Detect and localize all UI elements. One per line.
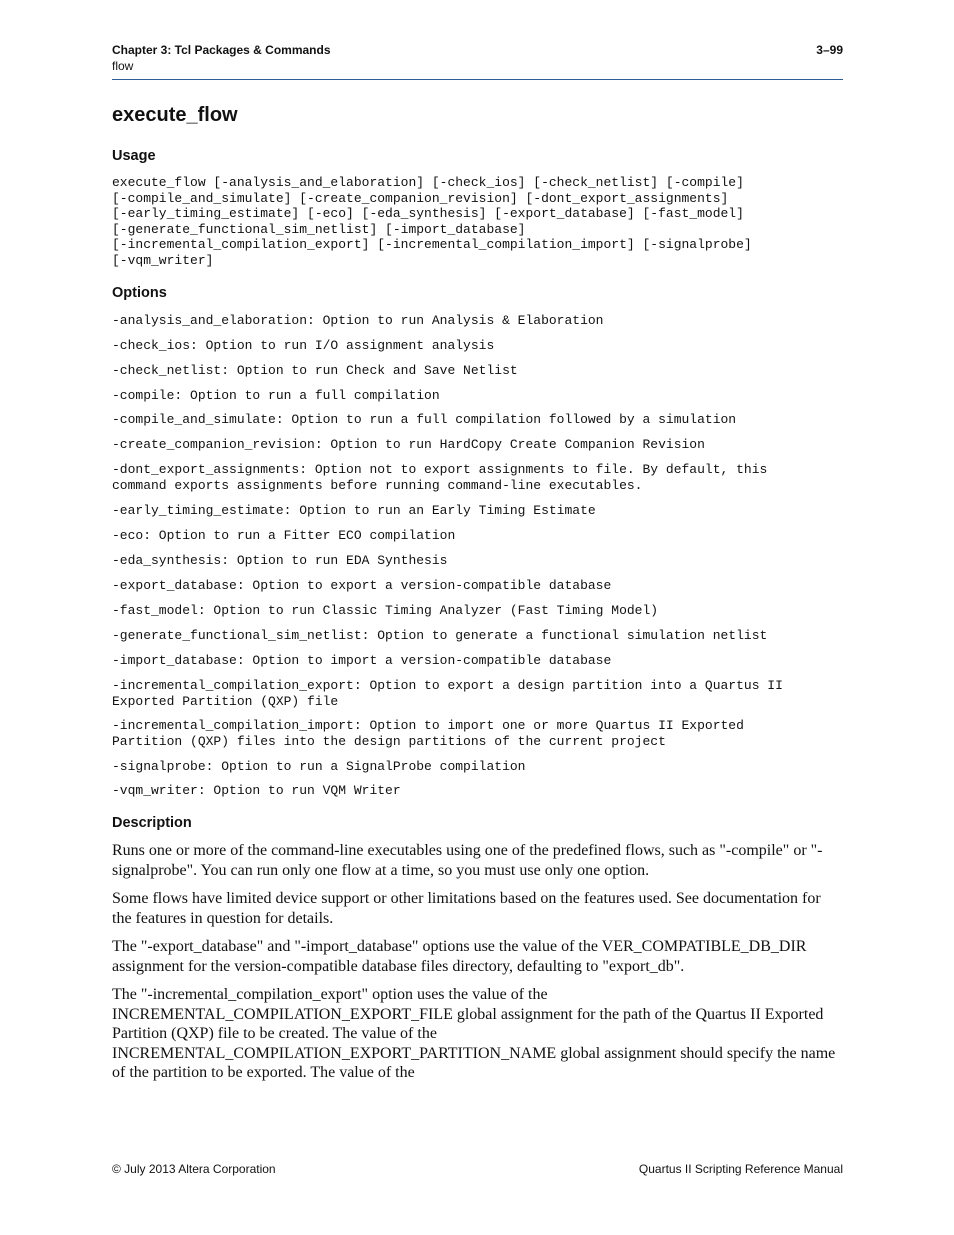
option-item: -check_netlist: Option to run Check and Save Netlist: [112, 363, 518, 378]
options-heading: Options: [112, 285, 167, 301]
option-item: -analysis_and_elaboration: Option to run Analysis & Elaboration: [112, 313, 604, 328]
footer-copyright: © July 2013 Altera Corporation: [112, 1162, 276, 1176]
usage-line: [-incremental_compilation_export] [-incremental_compilation_import] [-signalprobe]: [112, 237, 752, 252]
option-item: -import_database: Option to import a version-compatible database: [112, 653, 612, 668]
option-item: -eco: Option to run a Fitter ECO compilation: [112, 528, 456, 543]
option-item: -incremental_compilation_export: Option to export a design partition into a Quartus II Exported Partition (QXP) file: [112, 678, 783, 709]
option-item: -compile_and_simulate: Option to run a full compilation followed by a simulation: [112, 412, 737, 427]
option-item: -eda_synthesis: Option to run EDA Synthesis: [112, 553, 448, 568]
option-item: -export_database: Option to export a version-compatible database: [112, 578, 612, 593]
command-title: execute_flow: [112, 104, 238, 126]
description-paragraph: The "-incremental_compilation_export" option uses the value of the INCREMENTAL_COMPILATION_EXPORT_FILE global assignment for the path of the Quartus II Exported Partition (QXP) file to be created. The value of the INCREMENTAL_COMPILATION_EXPORT_PARTITION_NAME global assignment should specify the name of the partition to be exported. The value of the: [112, 986, 836, 1081]
usage-block: [112, 175, 843, 268]
usage-line: [-generate_functional_sim_netlist] [-import_database]: [112, 221, 526, 237]
description-paragraph: The "-export_database" and "-import_database" options use the value of the VER_COMPATIBLE_DB_DIR assignment for the version-compatible database files directory, defaulting to "export_db".: [112, 938, 807, 975]
description-paragraph: Some flows have limited device support or other limitations based on the features used. See documentation for the features in question for details.: [112, 890, 821, 927]
option-item: -generate_functional_sim_netlist: Option to generate a functional simulation netlist: [112, 628, 768, 643]
option-item: -dont_export_assignments: Option not to export assignments to file. By default, this command exports assignments before running command-line executables.: [112, 462, 768, 493]
option-item: -fast_model: Option to run Classic Timing Analyzer (Fast Timing Model): [112, 603, 659, 618]
section-name: flow: [112, 59, 134, 73]
running-header: [112, 43, 843, 80]
page-number: 3–99: [816, 43, 843, 57]
option-item: -compile: Option to run a full compilation: [112, 388, 440, 403]
usage-line: [-early_timing_estimate] [-eco] [-eda_synthesis] [-export_database] [-fast_model]: [112, 206, 744, 221]
option-item: -incremental_compilation_import: Option to import one or more Quartus II Exported Partition (QXP) files into the design partitions of the current project: [112, 718, 744, 749]
option-item: -vqm_writer: Option to run VQM Writer: [112, 783, 401, 798]
option-item: -check_ios: Option to run I/O assignment analysis: [112, 338, 495, 353]
usage-line: [-vqm_writer]: [112, 252, 214, 268]
description-heading: Description: [112, 815, 192, 831]
footer-manual-title: Quartus II Scripting Reference Manual: [638, 1162, 843, 1176]
chapter-title: Chapter 3: Tcl Packages & Commands: [112, 43, 331, 57]
option-item: -create_companion_revision: Option to run HardCopy Create Companion Revision: [112, 437, 705, 452]
usage-line: [-compile_and_simulate] [-create_companion_revision] [-dont_export_assignments]: [112, 190, 729, 206]
usage-heading: Usage: [112, 148, 156, 164]
option-item: -signalprobe: Option to run a SignalProbe compilation: [112, 759, 526, 774]
usage-line: execute_flow [-analysis_and_elaboration] [-check_ios] [-check_netlist] [-compile]: [112, 175, 744, 190]
description-paragraph: Runs one or more of the command-line executables using one of the predefined flows, such as "-compile" or "-signalprobe". You can run only one flow at a time, so you must use only one option.: [112, 842, 823, 879]
option-item: -early_timing_estimate: Option to run an Early Timing Estimate: [112, 503, 596, 518]
document-page: [112, 0, 843, 1235]
